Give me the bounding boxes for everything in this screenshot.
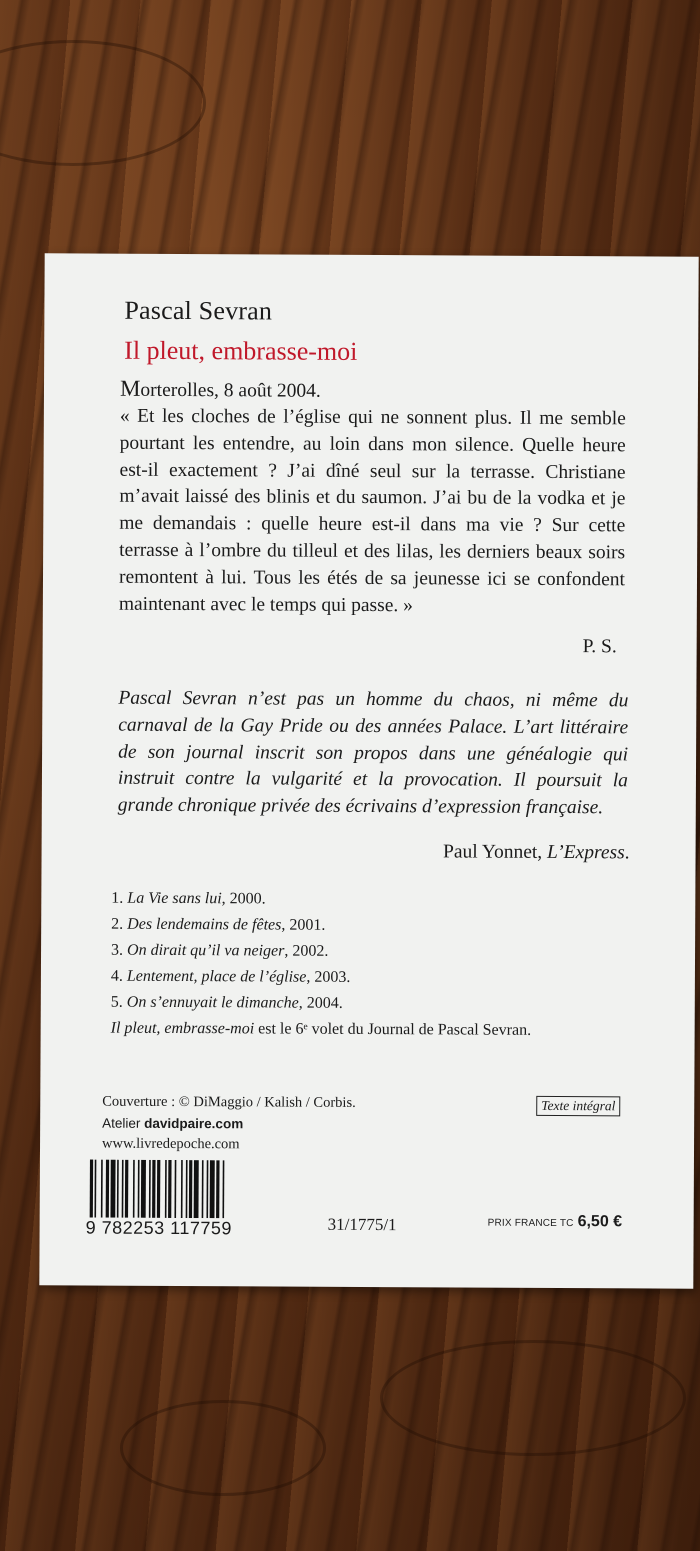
series-note-title: Il pleut, embrasse-moi	[110, 1019, 255, 1038]
barcode-bar	[174, 1160, 176, 1218]
book-title: Il pleut, embrasse-moi	[124, 335, 358, 366]
edition-code: 31/1775/1	[327, 1214, 397, 1235]
excerpt-text: « Et les cloches de l’église qui ne sonnent plus. Il me semble pourtant les entendre, au loin dans mon silence. Quelle heure est-il exactement ? J’ai dîné seul sur la terrasse. Christiane m’avait laissé des blinis et du saumon. J’ai bu de la vodka et je me demandais : quelle heure est-il dans ma vie ? Sur cette terrasse à l’ombre du tilleul et des lilas, les derniers beaux soirs remontent à lui. Tous les étés de sa jeunesse ici se confondent maintenant avec le temps qui passe. »	[118, 405, 626, 616]
place-date	[120, 376, 321, 403]
critic-review	[118, 686, 629, 823]
critic-publication: L’Express	[547, 841, 625, 864]
barcode-bar	[165, 1160, 167, 1218]
series-note	[111, 1020, 532, 1040]
place-date-rest: orterolles, 8 août 2004.	[140, 379, 321, 402]
barcode-bar	[125, 1160, 129, 1218]
isbn-barcode	[85, 1160, 266, 1239]
excerpt-quote	[119, 404, 626, 621]
barcode-bar	[216, 1160, 220, 1218]
barcode-bar	[94, 1160, 96, 1218]
list-item: 3. On dirait qu’il va neiger, 2002.	[111, 941, 329, 960]
previous-volumes-list	[111, 886, 351, 1017]
barcode-bar	[101, 1160, 103, 1218]
barcode-bar	[149, 1160, 151, 1218]
book-back-cover	[39, 253, 698, 1288]
barcode-bar	[106, 1160, 110, 1218]
barcode-bar	[168, 1160, 172, 1218]
wood-grain-knot	[380, 1340, 686, 1456]
barcode-bar	[222, 1160, 224, 1218]
critic-end: .	[624, 842, 630, 864]
wood-grain-knot	[120, 1400, 326, 1496]
author-initials: P. S.	[582, 636, 617, 658]
barcode-bar	[138, 1160, 140, 1218]
barcode-bar	[206, 1160, 208, 1218]
series-note-text: est le 6ᵉ volet du Journal de Pascal Sevran.	[254, 1020, 532, 1039]
barcode-bar	[152, 1160, 156, 1218]
author-name: Pascal Sevran	[124, 295, 273, 326]
list-item: 2. Des lendemains de fêtes, 2001.	[111, 915, 326, 934]
barcode-bar	[90, 1160, 94, 1218]
wood-grain-knot	[0, 40, 206, 166]
barcode-bar	[186, 1160, 188, 1218]
barcode-number: 9 782253 117759	[85, 1217, 232, 1239]
price-label: PRIX FRANCE TC	[487, 1217, 574, 1230]
place-date-initial: M	[119, 375, 141, 401]
publisher-website: www.livredepoche.com	[102, 1135, 240, 1153]
barcode-icon	[86, 1160, 266, 1219]
cover-credit: Couverture : © DiMaggio / Kalish / Corbis.	[102, 1093, 356, 1111]
list-item: 5. On s’ennuyait le dimanche, 2004.	[110, 993, 343, 1012]
critic-name: Paul Yonnet,	[442, 841, 548, 863]
price-block	[488, 1213, 623, 1232]
credits-block	[102, 1092, 356, 1156]
critic-attribution	[443, 841, 630, 864]
price-value: 6,50 €	[577, 1213, 623, 1231]
barcode-bar	[202, 1160, 204, 1218]
barcode-bar	[141, 1160, 146, 1218]
texte-integral-badge: Texte intégral	[536, 1096, 620, 1116]
barcode-bar	[189, 1160, 193, 1218]
barcode-bar	[194, 1160, 199, 1218]
barcode-bar	[157, 1160, 161, 1218]
barcode-bar	[181, 1160, 183, 1218]
atelier-credit: Atelier davidpaire.com	[102, 1115, 244, 1132]
barcode-bar	[133, 1160, 135, 1218]
barcode-bar	[110, 1160, 115, 1218]
barcode-bar	[122, 1160, 124, 1218]
barcode-bar	[210, 1160, 215, 1218]
list-item: 4. Lentement, place de l’église, 2003.	[110, 967, 351, 986]
critic-review-text: Pascal Sevran n’est pas un homme du chaos, ni même du carnaval de la Gay Pride ou des années Palace. L’art littéraire de son journal inscrit son propos dans une généalogie qui instruit contre la vulgarité et la provocation. Il poursuit la grande chronique privée des écrivains d’expression française.	[117, 687, 629, 819]
list-item: 1. La Vie sans lui, 2000.	[111, 889, 266, 908]
barcode-bar	[117, 1160, 119, 1218]
